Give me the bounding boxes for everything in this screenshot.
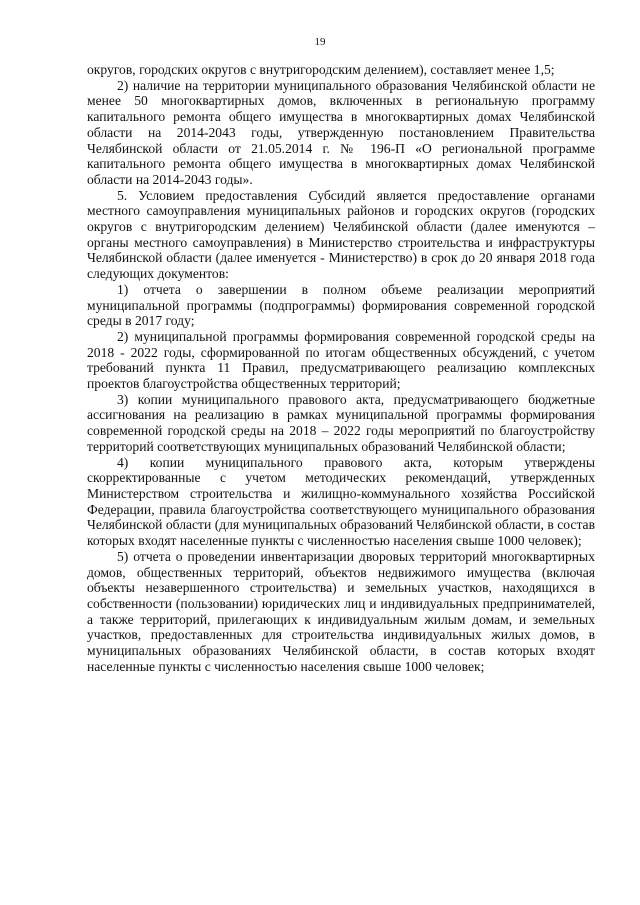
paragraph-item-5-inventory-report: 5) отчета о проведении инвентаризации дворовых территорий многоквартирных домов, общественных территорий, объектов недвижимого имущества (включая объекты незавершенного строительства) и земельных участков, находящихся в собственности (пользовании) юридических лиц и индивидуальных предпринимателей, а также территорий, прилегающих к индивидуальным жилым домам, и земельных участков, предоставленных для строительства индивидуальных жилых домов, в муниципальных образованиях Челябинской области, в состав которых входят населенные пункты с численностью населения свыше 1000 человек;: [87, 548, 595, 674]
paragraph-item-2-apartment-buildings: 2) наличие на территории муниципального образования Челябинской области не менее 50 многоквартирных домов, включенных в региональную программу капитального ремонта общего имущества в многоквартирных домах Челябинской области на 2014-2043 годы, утвержденную постановлением Правительства Челябинской области от 21.05.2014 г. № 196-П «О региональной программе капитального ремонта общего имущества в многоквартирных домах Челябинской области на 2014-2043 годы».: [87, 77, 595, 187]
paragraph-item-1-report: 1) отчета о завершении в полном объеме реализации мероприятий муниципальной программы (подпрограммы) формирования современной городской среды в 2017 году;: [87, 281, 595, 329]
paragraph-item-4-legal-act-rules: 4) копии муниципального правового акта, которым утверждены скорректированные с учетом методических рекомендаций, утвержденных Министерством строительства и жилищно-коммунального хозяйства Российской Федерации, правила благоустройства соответствующего муниципального образования Челябинской области (для муниципальных образований Челябинской области, в состав которых входят населенные пункты с численностью населения свыше 1000 человек);: [87, 454, 595, 549]
page-number: 19: [314, 36, 326, 48]
paragraph-item-2-municipal-program: 2) муниципальной программы формирования современной городской среды на 2018 - 2022 годы, сформированной по итогам общественных обсуждений, с учетом требований пункта 11 Правил, предусматривающего реализацию комплексных проектов благоустройства общественных территорий;: [87, 328, 595, 392]
paragraph-item-3-legal-act-budget: 3) копии муниципального правового акта, предусматривающего бюджетные ассигнования на реализацию в рамках муниципальной программы формирования современной городской среды на 2018 – 2022 годы мероприятий по благоустройству территорий соответствующих муниципальных образований Челябинской области;: [87, 391, 595, 454]
document-body: [87, 62, 595, 674]
paragraph-continuation: округов, городских округов с внутригородским делением), составляет менее 1,5;: [87, 62, 555, 77]
paragraph-section-5-subsidy-condition: 5. Условием предоставления Субсидий является предоставление органами местного самоуправления муниципальных районов и городских округов (городских округов с внутригородским делением) Челябинской области (далее именуются – органы местного самоуправления) в Министерство строительства и инфраструктуры Челябинской области (далее именуется - Министерство) в срок до 20 января 2018 года следующих документов:: [87, 187, 595, 282]
